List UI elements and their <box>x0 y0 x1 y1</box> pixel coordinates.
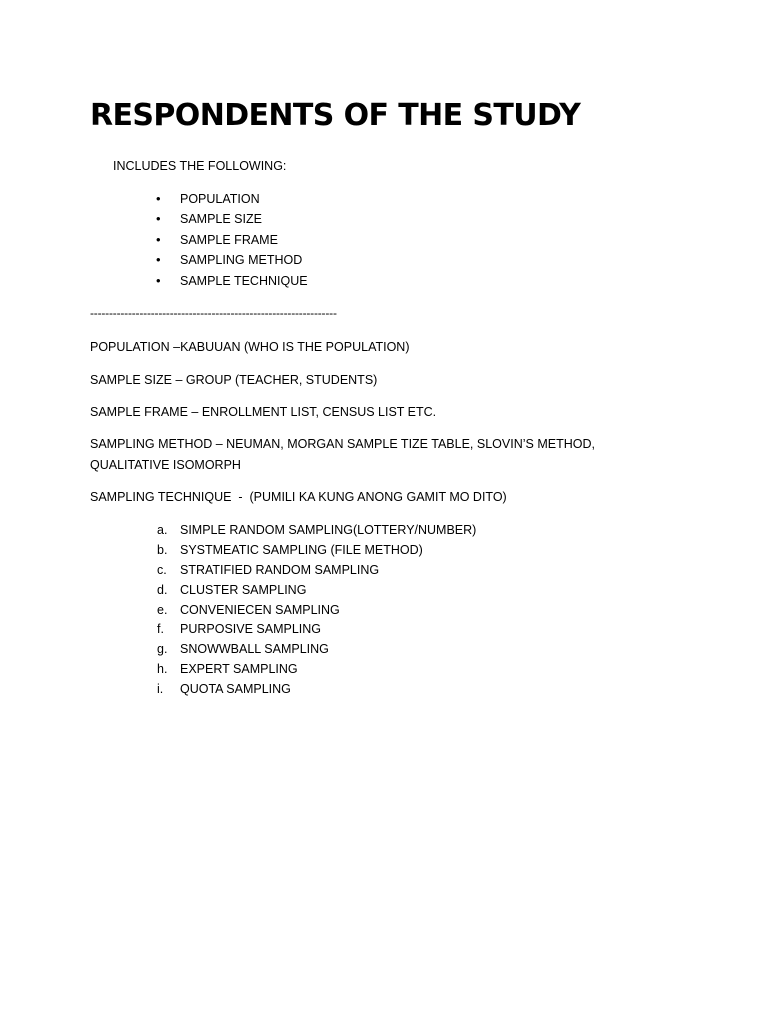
list-item-text: POPULATION <box>180 192 260 206</box>
list-item-letter: b. <box>157 542 168 557</box>
list-item-text: SNOWWBALL SAMPLING <box>180 642 329 657</box>
bullet-icon: • <box>156 191 161 206</box>
list-item-text: STRATIFIED RANDOM SAMPLING <box>180 562 380 577</box>
list-item-text: QUOTA SAMPLING <box>180 682 291 697</box>
bullet-icon: • <box>156 252 161 268</box>
list-item-letter: a. <box>157 523 168 537</box>
list-item-text: SAMPLE FRAME <box>180 232 278 247</box>
definition-sample-size: SAMPLE SIZE – GROUP (TEACHER, STUDENTS) <box>90 373 378 387</box>
list-item-text: PURPOSIVE SAMPLING <box>180 622 322 637</box>
definition-sample-frame: SAMPLE FRAME – ENROLLMENT LIST, CENSUS LIST ETC. <box>90 405 437 419</box>
intro-text: INCLUDES THE FOLLOWING: <box>113 159 287 173</box>
list-item-text: CLUSTER SAMPLING <box>180 582 307 597</box>
list-item-text: SIMPLE RANDOM SAMPLING(LOTTERY/NUMBER) <box>180 523 477 537</box>
definition-sampling-method: SAMPLING METHOD – NEUMAN, MORGAN SAMPLE TIZE TABLE, SLOVIN’S METHOD, QUALITATIVE ISOMORPH <box>90 437 595 472</box>
list-item-letter: c. <box>157 562 167 577</box>
list-item-letter: h. <box>157 662 168 677</box>
definition-sampling-technique: SAMPLING TECHNIQUE - (PUMILI KA KUNG ANONG GAMIT MO DITO) <box>90 490 507 504</box>
document-title: RESPONDENTS OF THE STUDY <box>90 98 581 133</box>
bullet-icon: • <box>156 272 161 288</box>
list-item-letter: d. <box>157 582 168 597</box>
list-item-text: EXPERT SAMPLING <box>180 662 298 677</box>
list-item-text: SAMPLING METHOD <box>180 253 303 268</box>
list-item-text: SYSTMEATIC SAMPLING (FILE METHOD) <box>180 542 423 557</box>
list-item-letter: g. <box>157 642 168 657</box>
list-item-text: SAMPLE TECHNIQUE <box>180 273 308 288</box>
list-item-letter: f. <box>157 622 164 637</box>
list-item-letter: e. <box>157 602 168 617</box>
bullet-icon: • <box>156 231 161 247</box>
list-item-text: SAMPLE SIZE <box>180 212 262 227</box>
list-item-letter: i. <box>157 682 164 697</box>
list-item-text: CONVENIECEN SAMPLING <box>180 602 340 617</box>
bullet-icon: • <box>156 211 161 227</box>
dashed-divider: ----------------------------------------------------------------- <box>90 306 337 320</box>
definition-population: POPULATION –KABUUAN (WHO IS THE POPULATION) <box>90 340 410 354</box>
